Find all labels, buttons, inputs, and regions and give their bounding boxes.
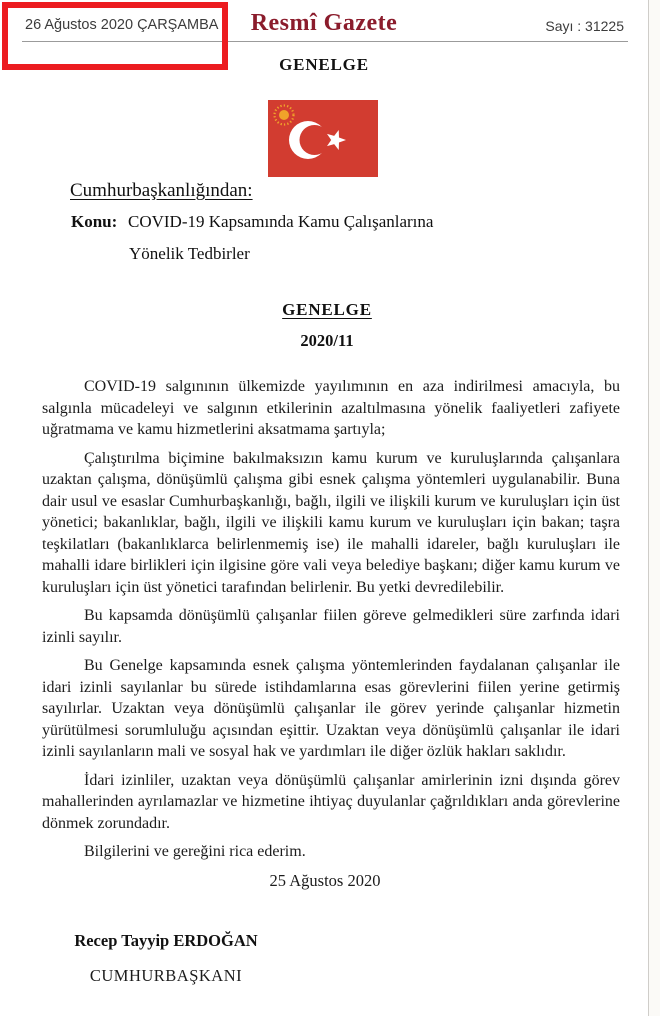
circular-number: 2020/11 (300, 331, 354, 350)
turkish-flag (268, 100, 378, 177)
body-paragraph: Bu kapsamda dönüşümlü çalışanlar fiilen göreve gelmedikleri süre zarfında idari izinli sayılır. (42, 607, 620, 646)
page-edge-strip (648, 0, 660, 1016)
signatory-name: Recep Tayyip ERDOĞAN (74, 931, 258, 950)
gazette-date: 26 Ağustos 2020 ÇARŞAMBA (25, 17, 219, 33)
closing-line: Bilgilerini ve gereğini rica ederim. (84, 843, 306, 860)
issuing-authority: Cumhurbaşkanlığından: (70, 180, 253, 201)
subject-label: Konu: (71, 212, 118, 231)
gazette-issue-number: Sayı : 31225 (545, 18, 624, 34)
subject-text-line1: COVID-19 Kapsamında Kamu Çalışanlarına (128, 212, 434, 231)
date-highlight-box (2, 2, 228, 70)
body-paragraph: COVID-19 salgınının ülkemizde yayılımının en aza indirilmesi amacıyla, bu salgınla mücadeleyi ve salgının etkilerinin azaltılmasına yönelik faaliyetleri zafiyete uğratmama ve kamu hizmetlerini aksatmama şartıyla; (42, 378, 620, 438)
gazette-title: Resmî Gazete (250, 10, 398, 36)
circular-body (42, 376, 620, 863)
circular-title: GENELGE (282, 300, 372, 319)
signature-date: 25 Ağustos 2020 (269, 871, 381, 890)
signatory-title: CUMHURBAŞKANI (89, 966, 243, 985)
body-paragraph: Bu Genelge kapsamında esnek çalışma yöntemlerinden faydalanan çalışanlar ile idari izinli sayılanlar bu sürede istihdamlarına esas görevlerini fiilen yerine getirmiş sayılırlar. Uzaktan veya dönüşümlü çalışanlar ile görev yerinde çalışanlar hizmetin yürütülmesi sorumluluğu açısından eşittir. Uzaktan veya dönüşümlü çalışanlar ile idari izinli sayılanların mali ve sosyal hak ve yardımları ile diğer özlük hakları saklıdır. (42, 657, 620, 760)
subject-text-line2: Yönelik Tedbirler (129, 244, 250, 263)
body-paragraph: İdari izinliler, uzaktan veya dönüşümlü çalışanlar amirlerinin izni dışında görev mahallerinden ayrılamazlar ve hizmetine ihtiyaç duyulanlar çağrıldıkları anda görevlerine dönmek zorundadır. (42, 771, 620, 832)
section-heading: GENELGE (279, 55, 369, 74)
body-paragraph: Çalıştırılma biçimine bakılmaksızın kamu kurum ve kuruluşlarında çalışanlara uzaktan çalışma, dönüşümlü çalışma gibi esnek çalışma yöntemleri uygulanabilir. Buna dair usul ve esaslar Cumhurbaşkanlığı, bağlı, ilgili ve ilişkili kurum ve kuruluşları için üst yönetici; bakanlıklar, bağlı, ilgili ve ilişkili kamu kurum ve kuruluşları için bakan; taşra teşkilatları (bakanlıklarca belirlenmemiş ise) ile mahalli idareler, bağlı kuruluşları ile mahalli idare birlikleri için ilgisine göre vali veya belediye başkanı; diğer kamu kurum ve kuruluşları için üst yönetici tarafından belirlenir. Bu yetki devredilebilir. (42, 449, 620, 596)
